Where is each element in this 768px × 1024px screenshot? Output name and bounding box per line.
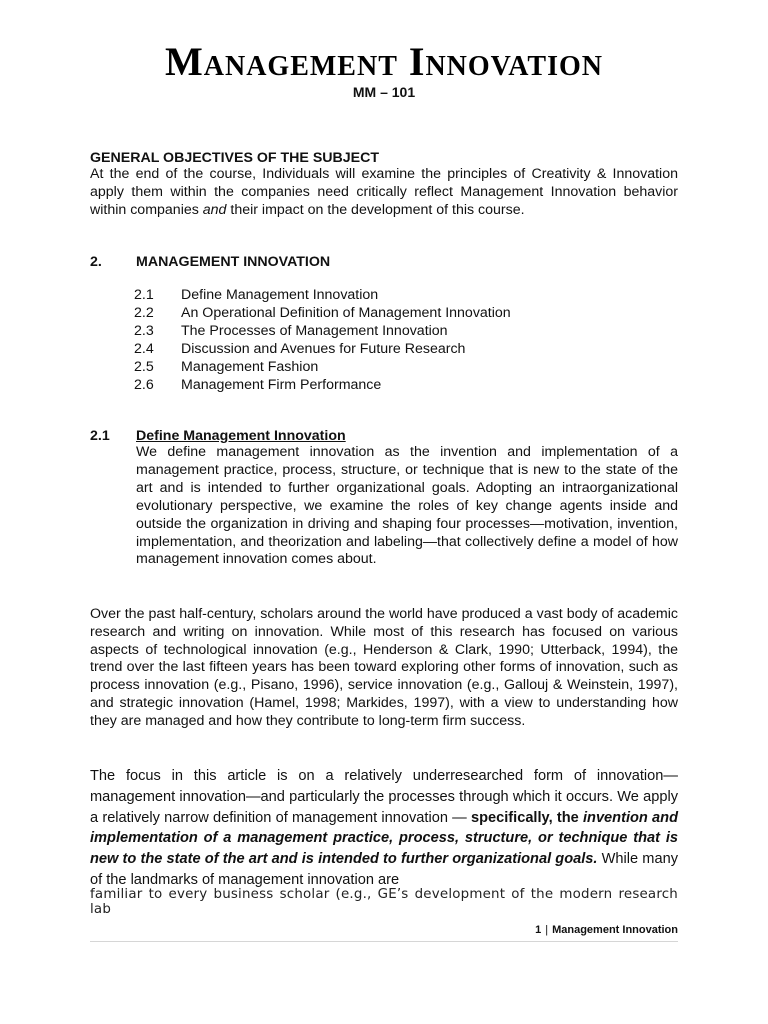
paragraph-research: Over the past half-century, scholars around the world have produced a vast body of academic research and writing on innovation. While most of this research has focused on various aspects of technological innovation (e.g., Henderson & Clark, 1990; Utterback, 1994), the trend over the last fifteen years has been toward exploring other forms of innovation, such as process innovation (e.g., Pisano, 1996), service innovation (e.g., Gallouj & Weinstein, 1997), and strategic innovation (Hamel, 1998; Markides, 1997), with a view to understanding how they are managed and how they contribute to long-term firm success.: [90, 606, 678, 729]
outline-item: 2.5 Management Fashion: [134, 358, 319, 375]
section-2-1-body: We define management innovation as the invention and implementation of a management practice, process, structure, or technique that is new to the state of the art and is intended to further organizational goals. Adopting an intraorganizational evolutionary perspective, we examine the roles of key change agents inside and outside the organization in driving and shaping four processes—motivation, invention, implementation, and theorization and labeling—that collectively define a model of how management innovation comes about.: [136, 444, 678, 568]
paragraph-focus: The focus in this article is on a relatively underresearched form of innovation—management innovation—and particularly the processes through which it occurs. We apply a relatively narrow definition of management innovation — specifically, the invention and implementation of a management practice, process, structure, or technique that is new to the state of the art and is intended to further organizational goals. While many of the landmarks of management innovation are: [90, 768, 678, 888]
section-2-1-heading: 2.1 Define Management Innovation: [90, 428, 346, 444]
objectives-heading: GENERAL OBJECTIVES OF THE SUBJECT: [90, 150, 380, 166]
outline-item: 2.4 Discussion and Avenues for Future Research: [134, 340, 466, 357]
page-number: 1: [535, 924, 542, 936]
section-2-outline: [134, 287, 511, 394]
section-number: 2.: [90, 254, 102, 270]
objectives-text: At the end of the course, Individuals will examine the principles of Creativity & Innovation apply them within the companies need critically reflect Management Innovation behavior within companies and their impact on the development of this course.: [90, 166, 678, 218]
paragraph-focus-continued: familiar to every business scholar (e.g., GE’s development of the modern research lab: [90, 887, 678, 917]
section-title: MANAGEMENT INNOVATION: [136, 254, 331, 270]
outline-item: 2.1 Define Management Innovation: [134, 287, 379, 303]
footer-rule: [90, 941, 678, 942]
page-footer: 1 | Management Innovation: [535, 924, 678, 936]
section-2-1-title: Define Management Innovation: [136, 428, 346, 444]
footer-label: Management Innovation: [552, 924, 678, 936]
document-title: Management Innovation: [165, 39, 603, 84]
course-code: MM – 101: [352, 84, 416, 100]
outline-item: 2.6 Management Firm Performance: [134, 376, 382, 393]
outline-item: 2.2 An Operational Definition of Management Innovation: [134, 304, 511, 321]
objectives-emphasis: and: [202, 201, 227, 218]
section-2-heading: [90, 254, 330, 270]
outline-item: 2.3 The Processes of Management Innovation: [134, 322, 448, 339]
